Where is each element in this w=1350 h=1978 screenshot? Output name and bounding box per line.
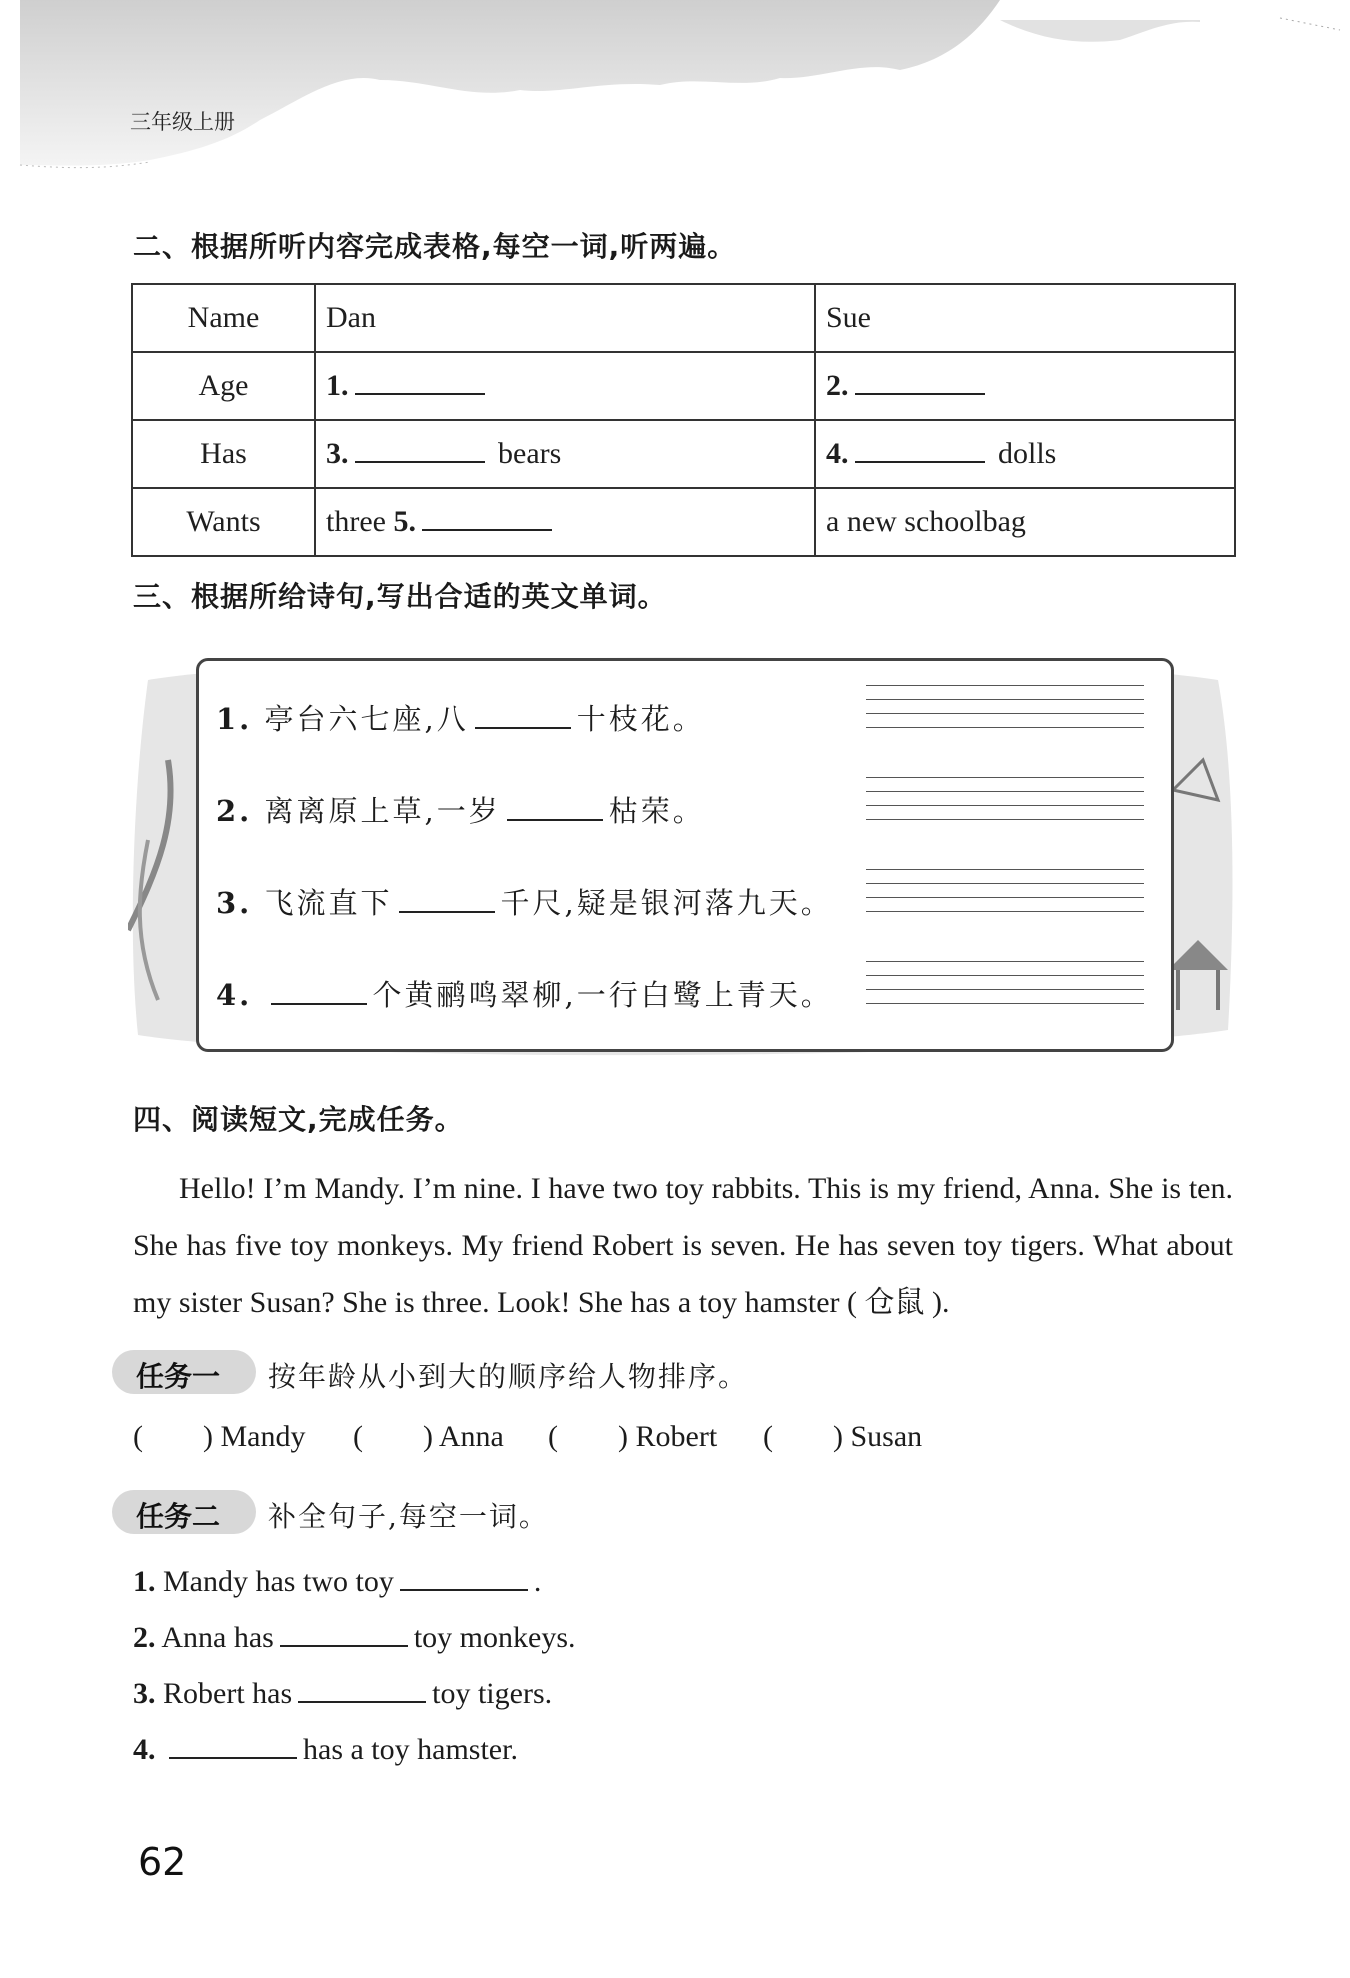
order-item-robert[interactable]: ( ) Robert [548,1420,718,1453]
section-title-listening: 二、根据所听内容完成表格,每空一词,听两遍。 [133,230,737,263]
dan-has-cell: 3. bears [315,420,815,488]
header-dan: Dan [315,284,815,352]
order-item-susan[interactable]: ( ) Susan [763,1420,923,1453]
page-number: 62 [138,1840,187,1884]
row-has-label: Has [132,420,315,488]
poem-line-3: 3. 飞流直下 千尺,疑是银河落九天。 [216,886,833,920]
poem-blank-1[interactable] [475,703,571,729]
sentence-1: 1. Mandy has two toy . [133,1565,542,1598]
grade-label: 三年级上册 [130,110,235,134]
sue-has-cell: 4. dolls [815,420,1235,488]
section-title-reading: 四、阅读短文,完成任务。 [133,1103,464,1136]
task2-instruction: 补全句子,每空一词。 [268,1500,549,1533]
poem-line-1: 1. 亭台六七座,八 十枝花。 [216,702,705,736]
sentence-blank-1[interactable] [400,1565,528,1591]
writing-lines-4[interactable] [866,948,1144,1004]
answer-blank-4[interactable] [855,437,985,463]
sentence-blank-4[interactable] [169,1733,297,1759]
order-item-anna[interactable]: ( ) Anna [353,1420,504,1453]
writing-lines-2[interactable] [866,764,1144,820]
poem-line-4: 4. 个黄鹂鸣翠柳,一行白鹭上青天。 [216,978,833,1012]
writing-lines-1[interactable] [866,672,1144,728]
task1-instruction: 按年龄从小到大的顺序给人物排序。 [268,1360,749,1393]
sentence-blank-2[interactable] [280,1621,408,1647]
poem-blank-4[interactable] [271,979,367,1005]
sue-age-cell: 2. [815,352,1235,420]
dan-wants-cell: three 5. [315,488,815,556]
sentence-4: 4. has a toy hamster. [133,1733,518,1766]
order-item-mandy[interactable]: ( ) Mandy [133,1420,306,1453]
answer-blank-1[interactable] [355,369,485,395]
row-age-label: Age [132,352,315,420]
poem-blank-2[interactable] [507,795,603,821]
answer-blank-5[interactable] [422,505,552,531]
answer-blank-3[interactable] [355,437,485,463]
listening-table [131,283,1236,557]
poem-line-2: 2. 离离原上草,一岁 枯荣。 [216,794,705,828]
writing-lines-3[interactable] [866,856,1144,912]
sentence-3: 3. Robert has toy tigers. [133,1677,553,1710]
sentence-blank-3[interactable] [298,1677,426,1703]
sentence-2: 2. Anna has toy monkeys. [133,1621,576,1654]
answer-blank-2[interactable] [855,369,985,395]
poem-blank-3[interactable] [399,887,495,913]
header-sue: Sue [815,284,1235,352]
header-name: Name [132,284,315,352]
section-title-poems: 三、根据所给诗句,写出合适的英文单词。 [133,580,667,613]
task1-label: 任务一 [136,1360,221,1393]
sue-wants-cell: a new schoolbag [815,488,1235,556]
reading-passage: Hello! I’m Mandy. I’m nine. I have two toy rabbits. This is my friend, Anna. She is ten. She has five toy monkeys. My friend Robert is seven. He has seven toy tigers. What about my sister Susan? She is three. Look! She has a toy hamster ( 仓鼠 ). [133,1172,1233,1319]
header-cloud-decoration [0,0,1350,190]
row-wants-label: Wants [132,488,315,556]
dan-age-cell: 1. [315,352,815,420]
task2-label: 任务二 [136,1500,221,1533]
